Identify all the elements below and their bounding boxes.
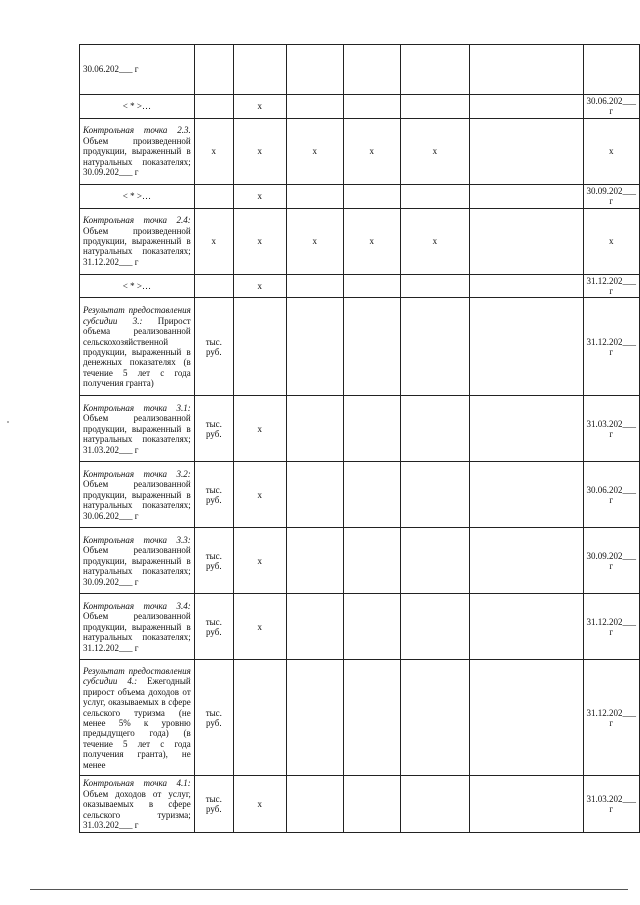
value-cell [344, 274, 401, 298]
value-cell [470, 396, 583, 462]
value-cell [400, 274, 470, 298]
value-cell: x [400, 118, 470, 184]
value-cell [286, 45, 343, 95]
description-cell [80, 776, 195, 833]
table-row [80, 95, 640, 119]
item-text: Объем реализованной продукции, выраженный в натуральных показателях; 31.03.202___ г [83, 413, 191, 455]
unit-cell [194, 274, 233, 298]
value-cell [233, 298, 286, 396]
value-cell [470, 594, 583, 660]
date-cell [583, 45, 640, 95]
item-heading: Контрольная точка 3.1: [83, 402, 191, 413]
value-cell: x [233, 462, 286, 528]
description-cell [80, 208, 195, 274]
value-cell [470, 184, 583, 208]
ellipsis-text: < * >… [122, 191, 151, 202]
value-cell [470, 776, 583, 833]
description-cell [80, 396, 195, 462]
date-cell: 31.03.202___ г [583, 776, 640, 833]
control-points-table [79, 44, 640, 833]
value-cell: x [233, 396, 286, 462]
value-cell [400, 184, 470, 208]
table-row [80, 396, 640, 462]
table-body [80, 45, 640, 833]
ellipsis-text: < * >… [122, 101, 151, 112]
date-cell: 31.12.202___ г [583, 274, 640, 298]
value-cell [400, 45, 470, 95]
value-cell [286, 462, 343, 528]
table-row [80, 208, 640, 274]
value-cell: x [344, 118, 401, 184]
unit-cell [194, 45, 233, 95]
unit-cell: x [194, 208, 233, 274]
margin-mark [7, 421, 9, 423]
value-cell [470, 274, 583, 298]
item-text: Объем реализованной продукции, выраженный в натуральных показателях; 30.09.202___ г [83, 545, 191, 587]
item-text: Объем реализованной продукции, выраженный в натуральных показателях; 30.06.202___ г [83, 479, 191, 521]
value-cell [286, 660, 343, 776]
value-cell: x [233, 528, 286, 594]
ellipsis-text: < * >… [122, 280, 151, 291]
description-cell [80, 594, 195, 660]
date-cell: 31.12.202___ г [583, 298, 640, 396]
item-heading: Контрольная точка 3.4: [83, 600, 191, 611]
value-cell: x [233, 776, 286, 833]
value-cell [344, 776, 401, 833]
table-row [80, 462, 640, 528]
date-cell: 31.03.202___ г [583, 396, 640, 462]
date-cell: 30.09.202___ г [583, 528, 640, 594]
description-cell [80, 298, 195, 396]
value-cell [470, 45, 583, 95]
value-cell [400, 776, 470, 833]
value-cell: x [400, 208, 470, 274]
value-cell [400, 660, 470, 776]
value-cell: x [233, 208, 286, 274]
value-cell [344, 660, 401, 776]
unit-cell: тыс. руб. [194, 594, 233, 660]
date-cell: 30.09.202___ г [583, 184, 640, 208]
unit-cell: тыс. руб. [194, 298, 233, 396]
value-cell [470, 95, 583, 119]
value-cell [344, 45, 401, 95]
value-cell [470, 208, 583, 274]
value-cell [286, 184, 343, 208]
value-cell [286, 95, 343, 119]
value-cell [400, 95, 470, 119]
table-row [80, 274, 640, 298]
value-cell [286, 594, 343, 660]
value-cell [470, 462, 583, 528]
value-cell [400, 462, 470, 528]
unit-cell [194, 95, 233, 119]
unit-cell: тыс. руб. [194, 776, 233, 833]
item-text: Объем произведенной продукции, выраженный в натуральных показателях; 30.09.202___ г [83, 135, 191, 177]
value-cell [286, 274, 343, 298]
item-text: Объем доходов от услуг, оказываемых в сфере сельского туризма; 31.03.202___ г [83, 788, 191, 831]
value-cell [470, 528, 583, 594]
item-text: Объем произведенной продукции, выраженный в натуральных показателях; 31.12.202___ г [83, 225, 191, 267]
value-cell [400, 298, 470, 396]
value-cell [344, 462, 401, 528]
item-heading: Контрольная точка 3.3: [83, 534, 191, 545]
item-heading: Контрольная точка 2.3. [83, 125, 191, 136]
value-cell [286, 298, 343, 396]
value-cell [470, 118, 583, 184]
description-cell [80, 660, 195, 776]
value-cell: x [233, 594, 286, 660]
date-cell: x [583, 118, 640, 184]
unit-cell: тыс. руб. [194, 528, 233, 594]
value-cell [400, 396, 470, 462]
value-cell [233, 45, 286, 95]
description-cell [80, 118, 195, 184]
table-row [80, 298, 640, 396]
value-cell: x [233, 184, 286, 208]
value-cell: x [233, 95, 286, 119]
value-cell [470, 298, 583, 396]
item-heading: Контрольная точка 4.1: [83, 778, 191, 789]
table-row [80, 594, 640, 660]
item-text: Объем реализованной продукции, выраженный в натуральных показателях; 31.12.202___ г [83, 611, 191, 653]
value-cell [400, 528, 470, 594]
value-cell [344, 396, 401, 462]
value-cell [344, 298, 401, 396]
unit-cell: x [194, 118, 233, 184]
item-heading: Контрольная точка 2.4: [83, 215, 191, 226]
page-bottom-rule [30, 889, 628, 890]
value-cell [233, 660, 286, 776]
date-cell: 30.06.202___ г [583, 462, 640, 528]
item-heading: Контрольная точка 3.2: [83, 468, 191, 479]
date-cell: 31.12.202___ г [583, 594, 640, 660]
date-cell: 31.12.202___ г [583, 660, 640, 776]
value-cell [344, 95, 401, 119]
unit-cell [194, 184, 233, 208]
item-text: Ежегодный прирост объема доходов от услуг, оказываемых в сфере сельского туризма (не менее 5% к уровню предыдущего года) (в течение 5 лет с года получения гранта), не менее [83, 676, 191, 770]
item-text: 30.06.202___ г [83, 64, 139, 75]
value-cell [344, 184, 401, 208]
description-cell [80, 45, 195, 95]
table-row [80, 660, 640, 776]
table-row [80, 118, 640, 184]
description-cell [80, 528, 195, 594]
value-cell [344, 528, 401, 594]
item-text: Прирост объема реализованной сельскохозяйственной продукции, выраженный в денежных показателях (в течение 5 лет с года получения гранта) [83, 315, 191, 389]
unit-cell: тыс. руб. [194, 660, 233, 776]
table-row [80, 776, 640, 833]
description-cell [80, 462, 195, 528]
value-cell [286, 528, 343, 594]
ellipsis-cell [80, 184, 195, 208]
value-cell [344, 594, 401, 660]
table-row [80, 45, 640, 95]
unit-cell: тыс. руб. [194, 462, 233, 528]
date-cell: x [583, 208, 640, 274]
value-cell [470, 660, 583, 776]
unit-cell: тыс. руб. [194, 396, 233, 462]
table-row [80, 184, 640, 208]
value-cell: x [344, 208, 401, 274]
ellipsis-cell [80, 274, 195, 298]
value-cell: x [286, 208, 343, 274]
value-cell: x [233, 118, 286, 184]
value-cell: x [286, 118, 343, 184]
table-row [80, 528, 640, 594]
value-cell [286, 396, 343, 462]
item-heading: Результат предоставления субсидии 4.: [83, 665, 191, 687]
item-heading: Результат предоставления субсидии 3.: [83, 305, 191, 326]
value-cell [400, 594, 470, 660]
date-cell: 30.06.202___ г [583, 95, 640, 119]
value-cell: x [233, 274, 286, 298]
value-cell [286, 776, 343, 833]
ellipsis-cell [80, 95, 195, 119]
